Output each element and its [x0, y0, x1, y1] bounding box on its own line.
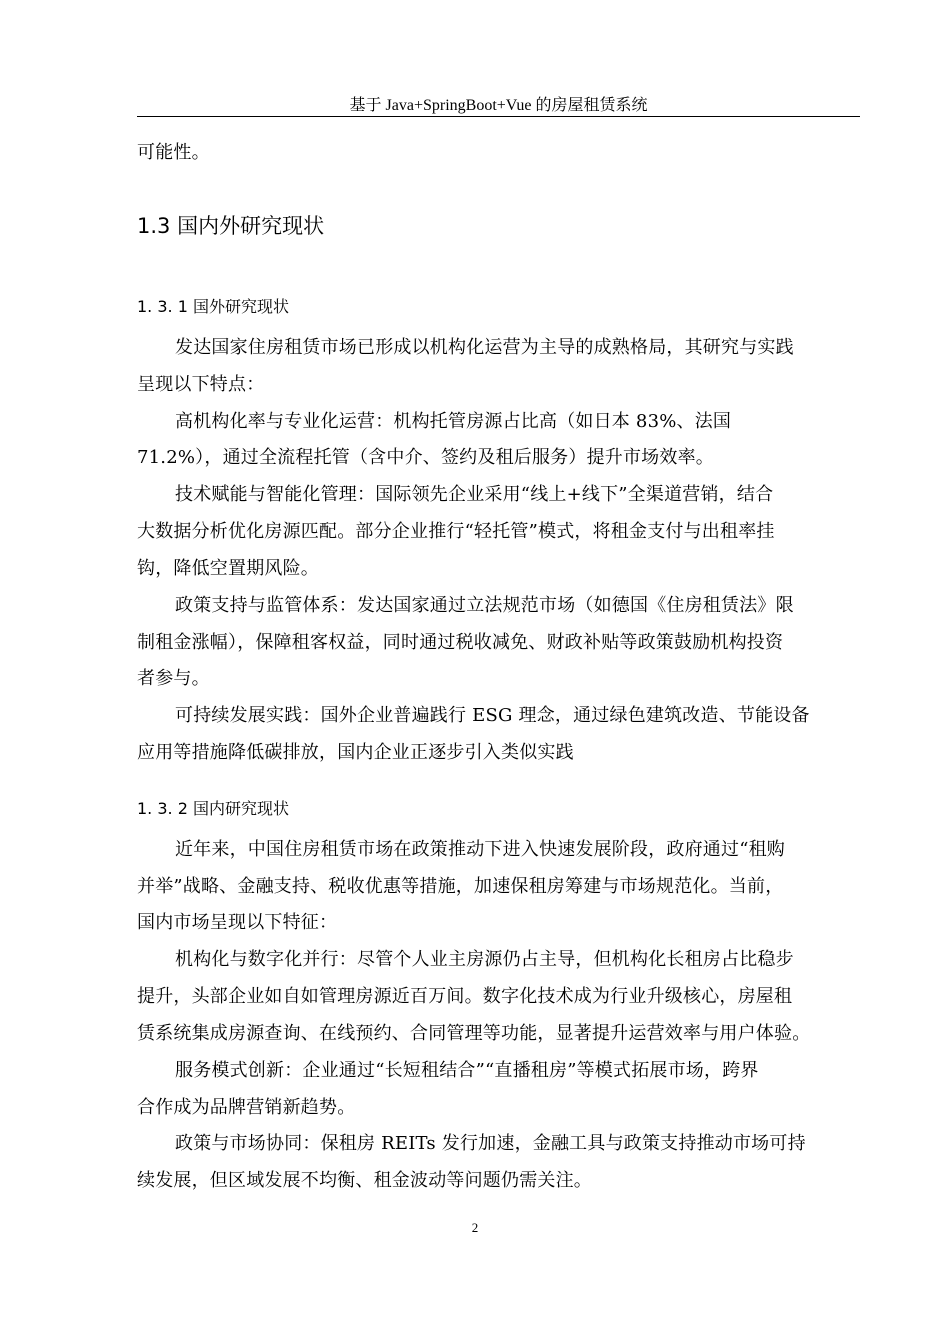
paragraph-line: 政策与市场协同：保租房 REITs 发行加速，金融工具与政策支持推动市场可持	[175, 1133, 806, 1154]
paragraph-line: 服务模式创新：企业通过“长短租结合”“直播租房”等模式拓展市场，跨界	[175, 1060, 759, 1081]
paragraph-line: 技术赋能与智能化管理：国际领先企业采用“线上+线下”全渠道营销，结合	[175, 484, 774, 505]
paragraph-line: 提升，头部企业如自如管理房源近百万间。数字化技术成为行业升级核心，房屋租	[137, 986, 793, 1007]
paragraph-line: 应用等措施降低碳排放，国内企业正逐步引入类似实践	[137, 742, 574, 763]
header-divider	[137, 116, 860, 117]
paragraph-line: 呈现以下特点：	[137, 374, 265, 395]
paragraph-line: 国内市场呈现以下特征：	[137, 912, 338, 933]
paragraph-line: 机构化与数字化并行：尽管个人业主房源仍占主导，但机构化长租房占比稳步	[175, 949, 794, 970]
page-number: 2	[471, 1220, 479, 1235]
section-heading: 1.3 国内外研究现状	[137, 214, 325, 238]
carryover-text: 可能性。	[137, 142, 210, 163]
paragraph-line: 高机构化率与专业化运营：机构托管房源占比高（如日本 83%、法国	[175, 411, 732, 432]
paragraph-line: 制租金涨幅），保障租客权益，同时通过税收减免、财政补贴等政策鼓励机构投资	[137, 632, 784, 653]
running-header: 基于 Java+SpringBoot+Vue 的房屋租赁系统	[349, 97, 648, 114]
paragraph-line: 并举”战略、金融支持、税收优惠等措施，加速保租房筹建与市场规范化。当前，	[137, 876, 784, 897]
paragraph-line: 者参与。	[137, 668, 210, 689]
paragraph-line: 政策支持与监管体系：发达国家通过立法规范市场（如德国《住房租赁法》限	[175, 595, 794, 616]
paragraph-line: 续发展，但区域发展不均衡、租金波动等问题仍需关注。	[137, 1170, 592, 1191]
paragraph-line: 近年来，中国住房租赁市场在政策推动下进入快速发展阶段，政府通过“租购	[175, 839, 785, 860]
paragraph-line: 发达国家住房租赁市场已形成以机构化运营为主导的成熟格局，其研究与实践	[175, 337, 794, 358]
subsection-heading-foreign: 1. 3. 1 国外研究现状	[137, 297, 289, 316]
paragraph-line: 大数据分析优化房源匹配。部分企业推行“轻托管”模式，将租金支付与出租率挂	[137, 521, 775, 542]
subsection-heading-domestic: 1. 3. 2 国内研究现状	[137, 799, 289, 818]
paragraph-line: 可持续发展实践：国外企业普遍践行 ESG 理念，通过绿色建筑改造、节能设备	[175, 705, 810, 726]
paragraph-line: 合作成为品牌营销新趋势。	[137, 1097, 356, 1118]
paragraph-line: 71.2%），通过全流程托管（含中介、签约及租后服务）提升市场效率。	[137, 447, 714, 468]
paragraph-line: 赁系统集成房源查询、在线预约、合同管理等功能，显著提升运营效率与用户体验。	[137, 1023, 811, 1044]
paragraph-line: 钩，降低空置期风险。	[137, 558, 319, 579]
